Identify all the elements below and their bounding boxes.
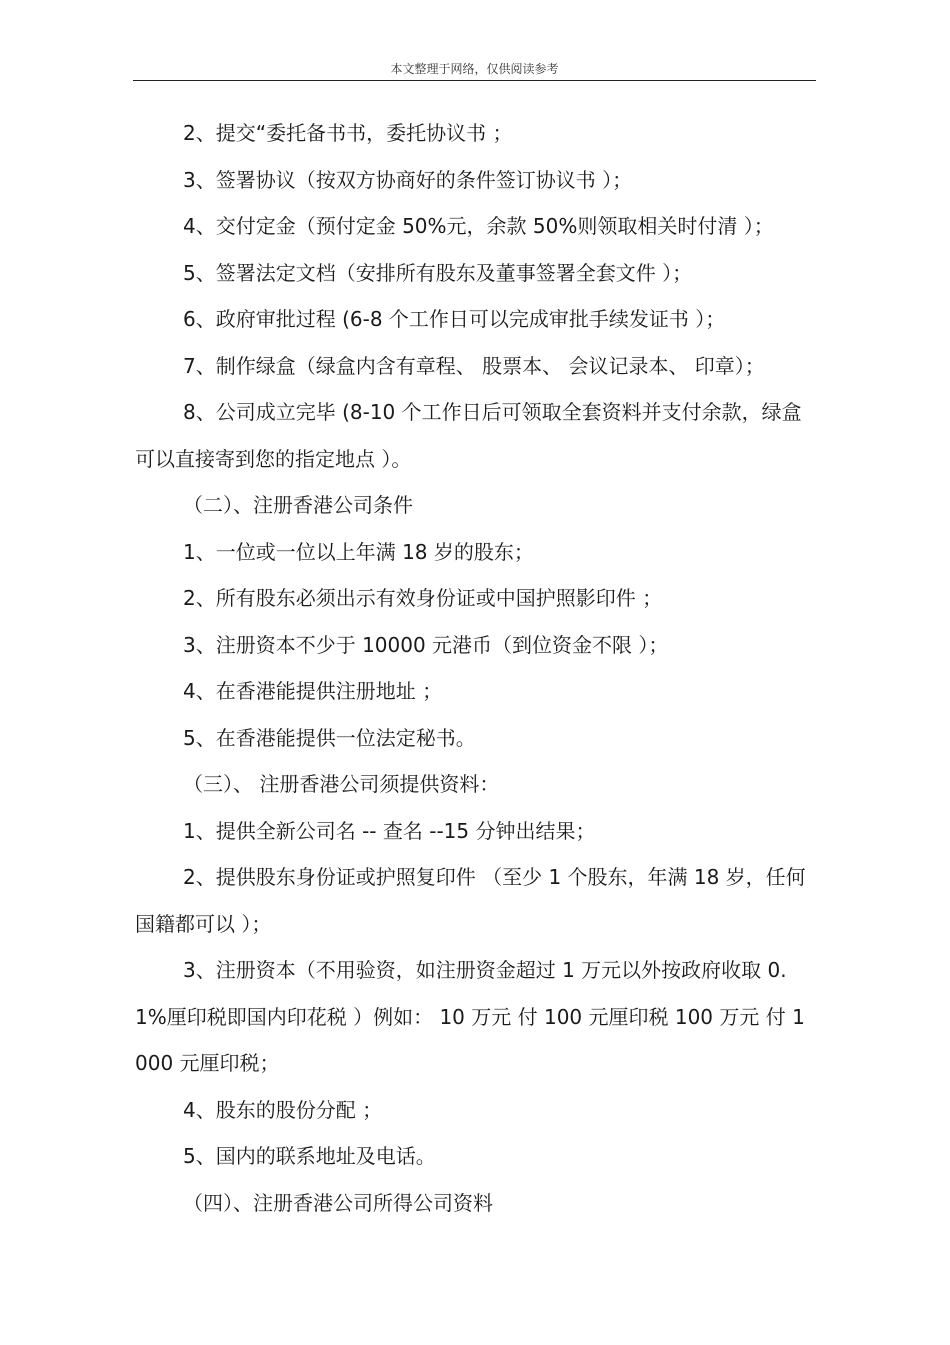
section-heading: （三）、 注册香港公司须提供资料： [183, 772, 500, 796]
document-body [135, 110, 810, 1226]
paragraph: 1、一位或一位以上年满 18 岁的股东； [183, 539, 534, 564]
paragraph: 2、提供股东身份证或护照复印件 （至少 1 个股东，年满 18 岁，任何国籍都可以 ）； [135, 865, 806, 936]
paragraph: 5、国内的联系地址及电话。 [183, 1144, 436, 1168]
paragraph: 5、在香港能提供一位法定秘书。 [183, 725, 476, 750]
paragraph: 7、制作绿盒（绿盒内含有章程、 股票本、 会议记录本、 印章）； [183, 353, 765, 378]
paragraph: 4、股东的股份分配 ； [183, 1097, 383, 1122]
paragraph: 2、提交“委托备书书，委托协议书 ； [183, 121, 513, 145]
paragraph: 6、政府审批过程 (6-8 个工作日可以完成审批手续发证书 ）； [183, 307, 726, 331]
page-header: 本文整理于网络，仅供阅读参考 [390, 62, 559, 76]
paragraph: 5、签署法定文档（安排所有股东及董事签署全套文件 ）； [183, 260, 693, 285]
paragraph: 3、注册资本（不用验资，如注册资金超过 1 万元以外按政府收取 0.1%厘印税即国内印花税 ）例如： 10 万元 付 100 元厘印税 100 万元 付 1000 元厘印税； [135, 958, 805, 1075]
paragraph: 3、签署协议（按双方协商好的条件签订协议书 ）； [183, 167, 633, 192]
paragraph: 2、所有股东必须出示有效身份证或中国护照影印件 ； [183, 586, 663, 610]
header-divider [133, 80, 816, 81]
paragraph: 8、公司成立完毕 (8-10 个工作日后可领取全套资料并支付余款，绿盒可以直接寄到您的指定地点 ）。 [135, 400, 802, 471]
paragraph: 1、提供全新公司名 -- 查名 --15 分钟出结果； [183, 818, 596, 843]
section-heading: （四）、注册香港公司所得公司资料 [183, 1190, 493, 1215]
paragraph: 4、在香港能提供注册地址 ； [183, 679, 443, 703]
paragraph: 3、注册资本不少于 10000 元港币（到位资金不限 ）； [183, 632, 669, 657]
section-heading: （二）、注册香港公司条件 [183, 493, 413, 517]
paragraph: 4、交付定金（预付定金 50%元，余款 50%则领取相关时付清 ）； [183, 214, 774, 238]
